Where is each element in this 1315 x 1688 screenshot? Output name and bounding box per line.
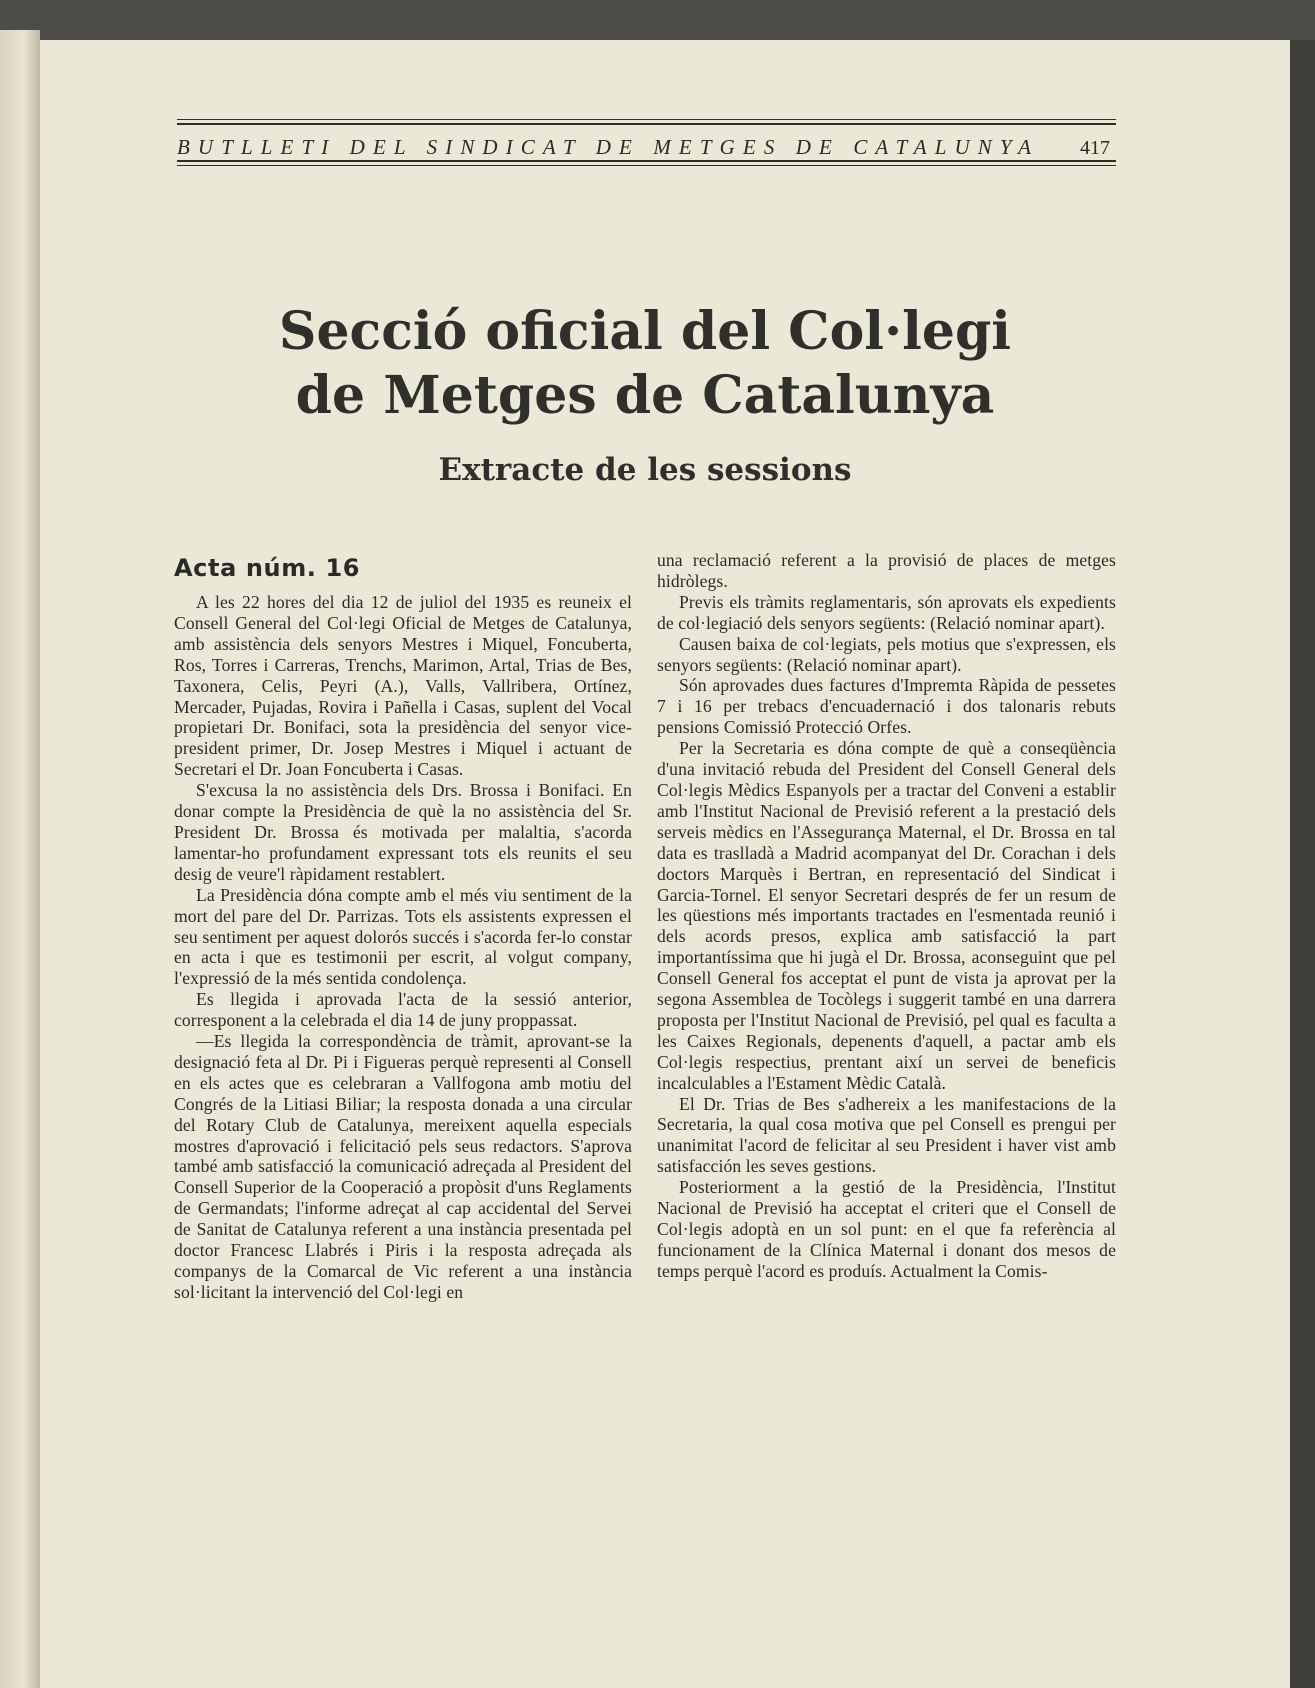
paragraph: Es llegida i aprovada l'acta de la sessió anterior, corresponent a la celebrada el dia 14 de juny proppassat. [174, 989, 632, 1031]
paragraph: Posteriorment a la gestió de la Presidència, l'Institut Nacional de Previsió ha acceptat el criteri que el Consell de Col·legis adoptà en un sol punt: en el que fa referència al funcionament de la Clínica Maternal i donant dos mesos de temps perquè l'acord es produís. Actualment la Comis- [657, 1177, 1116, 1281]
subtitle: Extracte de les sessions [438, 452, 852, 488]
paragraph: S'excusa la no assistència dels Drs. Brossa i Bonifaci. En donar compte la Presidència de què la no assistència del Sr. President Dr. Brossa és motivada per malaltia, s'acorda lamentar-ho profundament expressant tots els reunits el seu desig de veure'l ràpidament restablert. [174, 780, 632, 884]
main-title [240, 300, 1050, 428]
page-number: 417 [1080, 137, 1110, 159]
left-column [174, 552, 632, 1303]
paragraph: Previs els tràmits reglamentaris, són aprovats els expedients de col·legiació dels senyors següents: (Relació nominar apart). [657, 591, 1116, 633]
paragraph: Causen baixa de col·legiats, pels motius que s'expressen, els senyors següents: (Relació nominar apart). [657, 633, 1116, 675]
header-rule-bottom [177, 160, 1116, 169]
header-rule-top [177, 119, 1116, 128]
paragraph-continuation: una reclamació referent a la provisió de places de metges hidròlegs. [657, 550, 1116, 591]
running-title: BUTLLETI DEL SINDICAT DE METGES DE CATALUNYA [177, 135, 1040, 159]
section-heading: Acta núm. 16 [174, 554, 361, 582]
right-column [657, 550, 1116, 1282]
facing-page-edge [0, 30, 40, 1688]
paragraph: La Presidència dóna compte amb el més viu sentiment de la mort del pare del Dr. Parrizas. Tots els assistents expressen el seu sentiment per aquest dolorós succés i s'acorda fer-lo constar en acta i que es testimonii per escrit, al volgut company, l'expressió de la més sentida condolença. [174, 884, 632, 989]
paragraph: Per la Secretaria es dóna compte de què a conseqüència d'una invitació rebuda del President del Consell General dels Col·legis Mèdics Espanyols per a tractar del Conveni a establir amb l'Institut Nacional de Previsió referent a la prestació dels serveis mèdics en l'Assegurança Maternal, el Dr. Brossa en tal data es traslladà a Madrid acompanyat del Dr. Corachan i dels doctors Marquès i Bertran, en representació del Sindicat i Garcia-Tornel. El senyor Secretari després de fer un resum de les qüestions més importants tractades en l'esmentada reunió i dels acords presos, explica amb satisfacció la part importantíssima que hi jugà el Dr. Brossa, aconseguint que pel Consell General fos acceptat el punt de vista ja aprovat per la segona Assemblea de Tocòlegs i suggerit també en una darrera proposta per l'Institut Nacional de Previsió, pel qual es faculta a les Caixes Regionals, depenents d'aquell, a pactar amb els Col·legis respectius, prentant així un servei de beneficis incalculables a l'Estament Mèdic Català. [657, 738, 1116, 1093]
paragraph: Són aprovades dues factures d'Impremta Ràpida de pessetes 7 i 16 per trebacs d'encuadernació i dos talonaris rebuts pensions Comissió Protecció Orfes. [657, 675, 1116, 738]
paragraph: A les 22 hores del dia 12 de juliol del 1935 es reuneix el Consell General del Col·legi Oficial de Metges de Catalunya, amb assistència dels senyors Mestres i Miquel, Foncuberta, Ros, Torres i Carreras, Trenchs, Marimon, Artal, Trias de Bes, Taxonera, Celis, Peyri (A.), Valls, Vallribera, Ortínez, Mercader, Pujadas, Rovira i Pañella i Casas, suplent del Vocal propietari Dr. Bonifaci, sota la presidència del senyor vice-president primer, Dr. Josep Mestres i Miquel i actuant de Secretari el Dr. Joan Foncuberta i Casas. [174, 592, 632, 780]
page-shadow [1290, 40, 1315, 1688]
paragraph: —Es llegida la correspondència de tràmit, aprovant-se la designació feta al Dr. Pi i Figueras perquè representi al Consell en els actes que es celebraran a Vallfogona amb motiu del Congrés de la Litiasi Biliar; la resposta donada a una circular del Rotary Club de Catalunya, mereixent aquella especials mostres d'aprovació i felicitació pels seus redactors. S'aprova també amb satisfacció la comunicació adreçada al President del Consell Superior de la Cooperació a propòsit d'uns Reglaments de Germandats; l'informe adreçat al cap accidental del Servei de Sanitat de Catalunya referent a una instància presentada pel doctor Francesc Llabrés i Piris i la resposta adreçada als companys de la Comarcal de Vic referent a una instància sol·licitant la intervenció del Col·legi en [174, 1031, 632, 1302]
paragraph: El Dr. Trias de Bes s'adhereix a les manifestacions de la Secretaria, la qual cosa motiva que pel Consell es prengui per unanimitat l'acord de felicitar al seu President i haver vist amb satisfacción les seves gestions. [657, 1093, 1116, 1177]
main-title-line-1: Secció oficial del Col·legi [278, 301, 1012, 362]
main-title-line-2: de Metges de Catalunya [295, 365, 995, 426]
